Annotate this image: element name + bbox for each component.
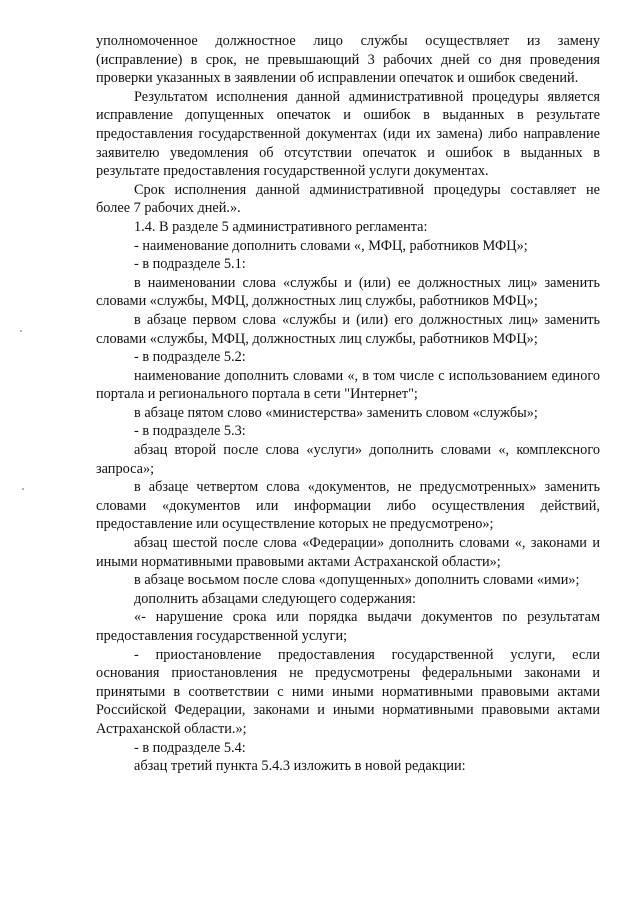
document-body — [96, 32, 600, 776]
paragraph: абзац шестой после слова «Федерации» дополнить словами «, законами и иными нормативными правовыми актами Астраханской области»; — [96, 535, 600, 570]
paragraph: Срок исполнения данной административной процедуры составляет не более 7 рабочих дней.». — [96, 181, 600, 217]
paragraph: «- нарушение срока или порядка выдачи документов по результатам предоставления государственной услуги; — [96, 609, 600, 644]
paragraph: 1.4. В разделе 5 административного регламента: — [134, 218, 428, 235]
paragraph: в абзаце четвертом слова «документов, не предусмотренных» заменить словами «документов или информации либо осуществления действий, предоставление или осуществление которых не предусмотрено»; — [96, 479, 600, 533]
scan-speck — [22, 488, 24, 490]
paragraph: - в подразделе 5.3: — [134, 423, 246, 440]
paragraph: - в подразделе 5.4: — [134, 739, 246, 756]
paragraph: уполномоченное должностное лицо службы осуществляет из замену (исправление) в срок, не превышающий 3 рабочих дней со дня проведения проверки указанных в заявлении об исправлении опечаток и ошибок сведений. — [96, 33, 600, 87]
paragraph: в абзаце первом слова «службы и (или) его должностных лиц» заменить словами «службы, МФЦ, должностных лиц службы, работников МФЦ»; — [96, 311, 600, 347]
paragraph: наименование дополнить словами «, в том числе с использованием единого портала и регионального портала в сети "Интернет"; — [96, 367, 600, 403]
paragraph: в наименовании слова «службы и (или) ее должностных лиц» заменить словами «службы, МФЦ, должностных лиц службы, работников МФЦ»; — [96, 274, 600, 310]
paragraph: в абзаце пятом слово «министерства» заменить словом «службы»; — [134, 404, 538, 421]
paragraph: дополнить абзацами следующего содержания: — [134, 590, 416, 607]
paragraph: - в подразделе 5.1: — [134, 256, 246, 273]
paragraph: в абзаце восьмом после слова «допущенных» дополнить словами «ими»; — [134, 572, 580, 589]
paragraph: - наименование дополнить словами «, МФЦ, работников МФЦ»; — [134, 237, 528, 254]
paragraph: абзац второй после слова «услуги» дополнить словами «, комплексного запроса»; — [96, 442, 600, 477]
paragraph: - в подразделе 5.2: — [134, 349, 246, 366]
paragraph: Результатом исполнения данной административной процедуры является исправление допущенных опечаток и ошибок в выданных в результате предоставления государственной документах (иди их замена) либо направление заявителю уведомления об отсутствии опечаток и ошибок в выданных в результате предоставления государственной услуги документах. — [96, 88, 600, 180]
paragraph: - приостановление предоставления государственной услуги, если основания приостановления не предусмотрены федеральными законами и принятыми в соответствии с ними иными нормативными правовыми актами Российской Федерации, законами и иными нормативными правовыми актами Астраханской области.»; — [96, 646, 600, 737]
scan-speck — [20, 330, 22, 332]
paragraph: абзац третий пункта 5.4.3 изложить в новой редакции: — [134, 758, 466, 775]
